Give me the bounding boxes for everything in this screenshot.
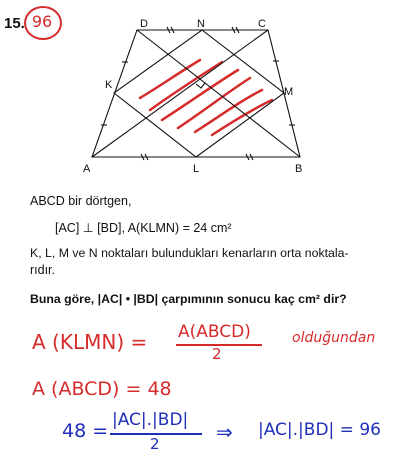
scribble-6 [212, 100, 272, 135]
text-line-1: ABCD bir dörtgen, [30, 194, 132, 208]
hand-line2: A (ABCD) = 48 [32, 378, 172, 400]
label-m: M [284, 86, 294, 98]
hand-arrow-icon: ⇒ [216, 420, 233, 444]
shading-scribbles [140, 60, 272, 135]
text-line-3a: K, L, M ve N noktaları bulundukları kenarların orta noktala- [30, 246, 349, 260]
diagonal-bd [137, 30, 300, 157]
label-n: N [197, 18, 205, 30]
hand-line1-frac-bottom: 2 [212, 345, 222, 363]
label-d: D [140, 18, 148, 30]
hand-line1-frac-top: A(ABCD) [178, 322, 251, 342]
question-prompt: Buna göre, |AC| • |BD| çarpımının sonucu kaç cm² dir? [30, 292, 347, 306]
hand-line3-right: |AC|.|BD| = 96 [258, 420, 381, 440]
quad-klmn [114, 30, 284, 157]
label-c: C [258, 18, 266, 30]
handwritten-answer-number: 96 [31, 12, 53, 31]
hand-line3-frac-bottom: 2 [150, 435, 160, 453]
right-angle-mark [196, 83, 205, 88]
text-line-2: [AC] ⊥ [BD], A(KLMN) = 24 cm² [55, 221, 232, 235]
hand-line1-left: A (KLMN) = [32, 330, 148, 354]
hand-line3-frac-top: |AC|.|BD| [112, 410, 189, 430]
quad-abcd [92, 30, 300, 157]
text-line-3b: rıdır. [30, 263, 56, 277]
label-b: B [295, 163, 303, 175]
hand-line1-right: olduğundan [292, 330, 376, 346]
label-l: L [193, 163, 200, 175]
label-k: K [105, 79, 113, 91]
scribble-1 [140, 60, 200, 98]
diagonal-ac [92, 30, 268, 157]
label-a: A [83, 163, 91, 175]
question-number: 15. [4, 15, 25, 32]
hand-line3-left: 48 = [62, 420, 109, 442]
